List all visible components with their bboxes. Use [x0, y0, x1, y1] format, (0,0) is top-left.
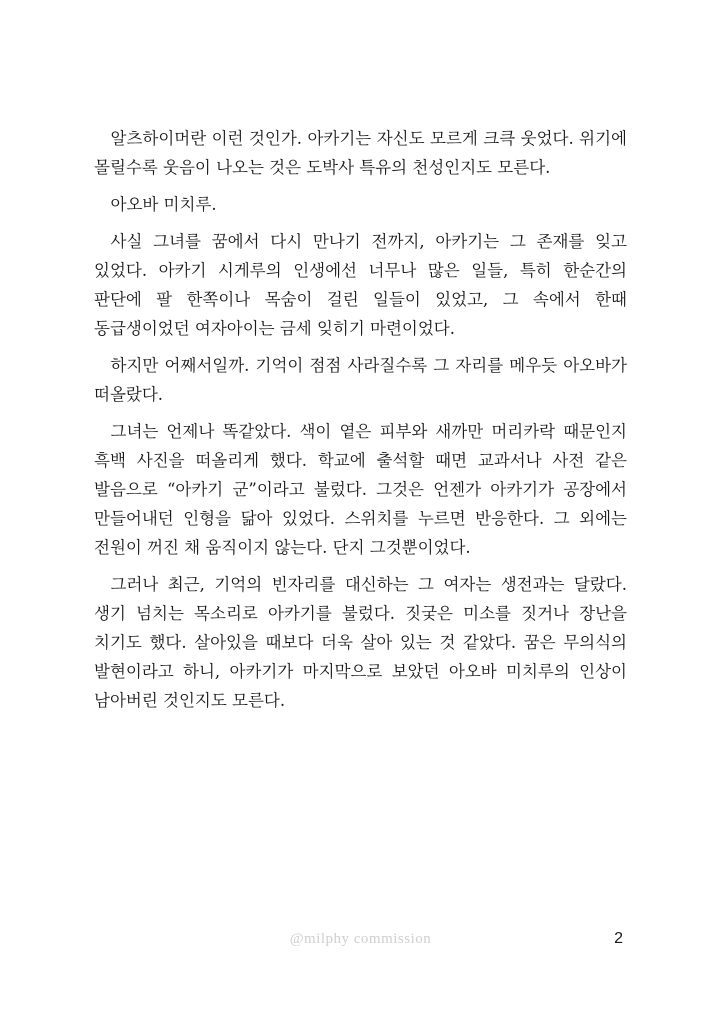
page-number: 2 [614, 930, 623, 947]
paragraph-4: 하지만 어째서일까. 기억이 점점 사라질수록 그 자리를 메우듯 아오바가 떠올랐다. [94, 356, 627, 404]
paragraph-3: 사실 그녀를 꿈에서 다시 만나기 전까지, 아카기는 그 존재를 잊고 있었다. 아카기 시게루의 인생에선 너무나 많은 일들, 특히 한순간의 판단에 팔 한쪽이나 목숨이 걸린 일들이 있었고, 그 속에서 한때 동급생이었던 여자아이는 금세 잊히기 마련이었다. [94, 232, 627, 338]
watermark: @milphy commission [289, 931, 432, 947]
body-text [94, 124, 627, 723]
paragraph-6: 그러나 최근, 기억의 빈자리를 대신하는 그 여자는 생전과는 달랐다. 생기 넘치는 목소리로 아카기를 불렀다. 짓궂은 미소를 짓거나 장난을 치기도 했다. 살아있을 때보다 더욱 살아 있는 것 같았다. 꿈은 무의식의 발현이라고 하니, 아카기가 마지막으로 보았던 아오바 미치루의 인상이 남아버린 것인지도 모른다. [94, 575, 627, 710]
paragraph-5: 그녀는 언제나 똑같았다. 색이 옅은 피부와 새까만 머리카락 때문인지 흑백 사진을 떠올리게 했다. 학교에 출석할 때면 교과서나 사전 같은 발음으로 “아카기 군”이라고 불렀다. 그것은 언젠가 아카기가 공장에서 만들어내던 인형을 닮아 있었다. 스위치를 누르면 반응한다. 그 외에는 전원이 꺼진 채 움직이지 않는다. 단지 그것뿐이었다. [94, 422, 627, 557]
paragraph-2: 아오바 미치루. [110, 195, 217, 214]
paragraph-1: 알츠하이머란 이런 것인가. 아카기는 자신도 모르게 크큭 웃었다. 위기에 몰릴수록 웃음이 나오는 것은 도박사 특유의 천성인지도 모른다. [94, 129, 627, 177]
